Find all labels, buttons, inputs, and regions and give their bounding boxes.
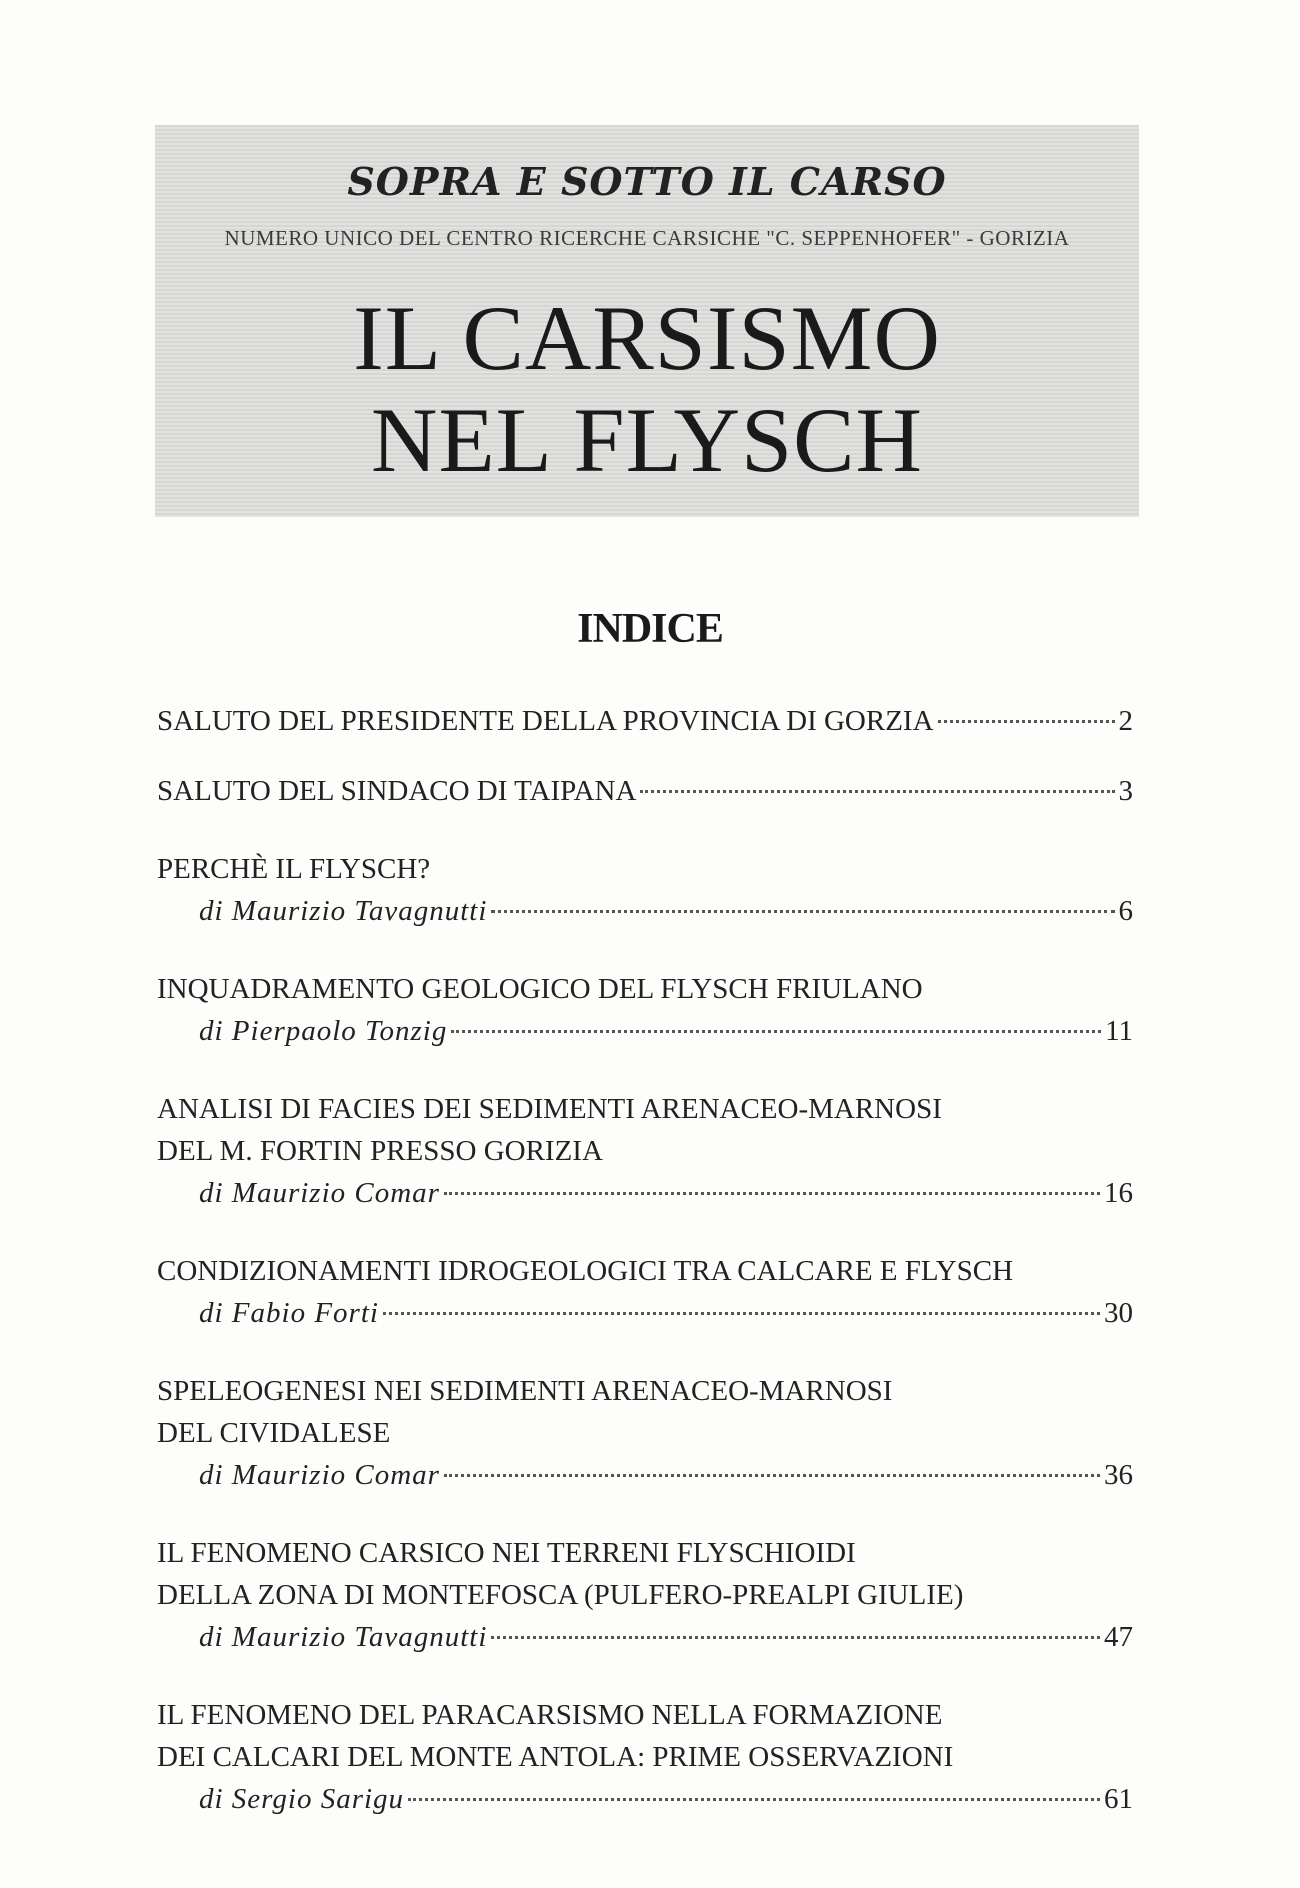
toc-page-number: 16 [1104,1177,1133,1209]
toc-entry [157,700,1133,742]
toc-title-line-2: DEL CIVIDALESE [157,1417,391,1449]
toc-entry [157,1532,1133,1658]
toc-entry [157,1250,1133,1334]
toc-page-number: 3 [1118,775,1133,807]
main-title-line-2: NEL FLYSCH [371,389,923,491]
index-heading: INDICE [577,606,723,652]
toc-title-line [157,770,1133,812]
toc-author-line [157,1454,1133,1496]
toc-entry [157,848,1133,932]
toc-author: di Fabio Forti [199,1297,379,1329]
toc-author-line [157,1616,1133,1658]
toc-title: SALUTO DEL SINDACO DI TAIPANA [157,775,637,807]
toc-author-line [157,1778,1133,1820]
dot-leader [491,1636,1100,1639]
toc-title-line-1: SPELEOGENESI NEI SEDIMENTI ARENACEO-MARNOSI [157,1375,893,1407]
toc-entry [157,770,1133,812]
toc-title-line-1: ANALISI DI FACIES DEI SEDIMENTI ARENACEO-MARNOSI [157,1093,942,1125]
toc-page-number: 36 [1104,1459,1133,1491]
toc-author: di Maurizio Tavagnutti [199,1621,488,1653]
dot-leader [383,1312,1100,1315]
toc-author: di Sergio Sarigu [199,1783,405,1815]
toc-author: di Maurizio Comar [199,1177,440,1209]
toc-page-number: 2 [1118,705,1133,737]
dot-leader [444,1192,1100,1195]
dot-leader [938,720,1115,723]
toc-author-line [157,1010,1133,1052]
dot-leader [451,1030,1101,1033]
toc-title-line-1: IL FENOMENO CARSICO NEI TERRENI FLYSCHIOIDI [157,1537,856,1569]
toc-page-number: 11 [1105,1015,1133,1047]
toc-title: CONDIZIONAMENTI IDROGEOLOGICI TRA CALCARE E FLYSCH [157,1255,1014,1287]
toc-author-line [157,1172,1133,1214]
dot-leader [491,910,1114,913]
toc-title-line [157,700,1133,742]
publisher-subtitle: NUMERO UNICO DEL CENTRO RICERCHE CARSICHE "C. SEPPENHOFER" - GORIZIA [224,226,1070,250]
cover-header [155,125,1139,517]
series-title: SOPRA E SOTTO IL CARSO [347,159,947,204]
toc-entry [157,1088,1133,1214]
table-of-contents [157,700,1133,1856]
toc-author-line [157,890,1133,932]
toc-title-line-2: DELLA ZONA DI MONTEFOSCA (PULFERO-PREALPI GIULIE) [157,1579,964,1611]
main-title [155,287,1139,491]
toc-author: di Maurizio Comar [199,1459,440,1491]
toc-title: PERCHÈ IL FLYSCH? [157,853,431,885]
dot-leader [640,790,1114,793]
toc-title-line-2: DEI CALCARI DEL MONTE ANTOLA: PRIME OSSERVAZIONI [157,1741,954,1773]
toc-page-number: 30 [1104,1297,1133,1329]
toc-page-number: 47 [1104,1621,1133,1653]
toc-author: di Maurizio Tavagnutti [199,895,488,927]
toc-title: SALUTO DEL PRESIDENTE DELLA PROVINCIA DI GORZIA [157,705,934,737]
toc-author: di Pierpaolo Tonzig [199,1015,448,1047]
toc-entry [157,1370,1133,1496]
main-title-line-1: IL CARSISMO [353,287,941,389]
toc-entry [157,968,1133,1052]
toc-title: INQUADRAMENTO GEOLOGICO DEL FLYSCH FRIULANO [157,973,923,1005]
dot-leader [444,1474,1100,1477]
toc-page-number: 61 [1104,1783,1133,1815]
toc-author-line [157,1292,1133,1334]
toc-title-line-1: IL FENOMENO DEL PARACARSISMO NELLA FORMAZIONE [157,1699,943,1731]
toc-entry [157,1694,1133,1820]
dot-leader [408,1798,1100,1801]
toc-page-number: 6 [1118,895,1133,927]
toc-title-line-2: DEL M. FORTIN PRESSO GORIZIA [157,1135,603,1167]
